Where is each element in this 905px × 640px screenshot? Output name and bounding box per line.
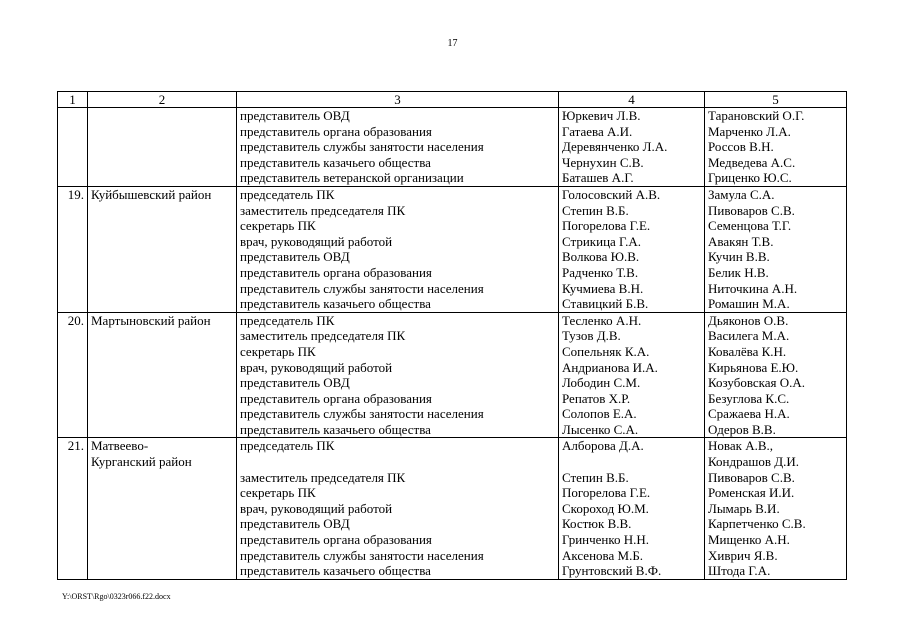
column-header: 4 <box>559 92 705 108</box>
column-header: 1 <box>58 92 88 108</box>
commission-role <box>237 454 559 470</box>
row-number <box>58 516 88 532</box>
table-row <box>58 438 847 454</box>
district-name <box>88 360 237 376</box>
table-row <box>58 249 847 265</box>
row-number <box>58 139 88 155</box>
reserve-member-name: Василега М.А. <box>705 328 847 344</box>
table-row <box>58 375 847 391</box>
table-row <box>58 360 847 376</box>
table-row <box>58 470 847 486</box>
commission-role: заместитель председателя ПК <box>237 203 559 219</box>
table-row <box>58 548 847 564</box>
district-name <box>88 485 237 501</box>
row-number <box>58 170 88 186</box>
district-name <box>88 375 237 391</box>
district-name <box>88 124 237 140</box>
district-name: Мартыновский район <box>88 312 237 328</box>
district-name <box>88 108 237 124</box>
member-name: Репатов Х.Р. <box>559 391 705 407</box>
district-name <box>88 203 237 219</box>
table-row <box>58 563 847 579</box>
member-name: Погорелова Г.Е. <box>559 218 705 234</box>
member-name <box>559 454 705 470</box>
district-name <box>88 265 237 281</box>
row-number <box>58 328 88 344</box>
member-name: Андрианова И.А. <box>559 360 705 376</box>
table-row <box>58 391 847 407</box>
member-name: Голосовский А.В. <box>559 186 705 202</box>
commission-role: представитель органа образования <box>237 265 559 281</box>
member-name: Баташев А.Г. <box>559 170 705 186</box>
reserve-member-name: Одеров В.В. <box>705 422 847 438</box>
reserve-member-name: Медведева А.С. <box>705 155 847 171</box>
member-name: Алборова Д.А. <box>559 438 705 454</box>
district-name: Куйбышевский район <box>88 186 237 202</box>
row-number <box>58 265 88 281</box>
table-row <box>58 344 847 360</box>
member-name: Аксенова М.Б. <box>559 548 705 564</box>
reserve-member-name: Гриценко Ю.С. <box>705 170 847 186</box>
reserve-member-name: Безуглова К.С. <box>705 391 847 407</box>
reserve-member-name: Ковалёва К.Н. <box>705 344 847 360</box>
reserve-member-name: Авакян Т.В. <box>705 234 847 250</box>
table-row <box>58 485 847 501</box>
row-number <box>58 532 88 548</box>
reserve-member-name: Замула С.А. <box>705 186 847 202</box>
row-number: 21. <box>58 438 88 454</box>
commission-role: представитель службы занятости населения <box>237 139 559 155</box>
commission-role: представитель казачьего общества <box>237 296 559 312</box>
district-name <box>88 501 237 517</box>
member-name: Тесленко А.Н. <box>559 312 705 328</box>
row-number <box>58 406 88 422</box>
member-name: Лысенко С.А. <box>559 422 705 438</box>
table-row <box>58 532 847 548</box>
commission-role: представитель казачьего общества <box>237 563 559 579</box>
table-row <box>58 422 847 438</box>
member-name: Степин В.Б. <box>559 470 705 486</box>
reserve-member-name: Штода Г.А. <box>705 563 847 579</box>
member-name: Солопов Е.А. <box>559 406 705 422</box>
row-number <box>58 124 88 140</box>
district-name <box>88 470 237 486</box>
row-number <box>58 218 88 234</box>
commission-role: секретарь ПК <box>237 485 559 501</box>
reserve-member-name: Мищенко А.Н. <box>705 532 847 548</box>
reserve-member-name: Россов В.Н. <box>705 139 847 155</box>
district-name <box>88 548 237 564</box>
row-number <box>58 281 88 297</box>
row-number: 19. <box>58 186 88 202</box>
member-name: Скороход Ю.М. <box>559 501 705 517</box>
row-number <box>58 203 88 219</box>
district-name <box>88 532 237 548</box>
commission-role: секретарь ПК <box>237 344 559 360</box>
commission-role: врач, руководящий работой <box>237 234 559 250</box>
reserve-member-name: Козубовская О.А. <box>705 375 847 391</box>
district-name <box>88 281 237 297</box>
member-name: Погорелова Г.Е. <box>559 485 705 501</box>
row-number: 20. <box>58 312 88 328</box>
commission-table <box>57 91 847 580</box>
commission-role: представитель службы занятости населения <box>237 548 559 564</box>
member-name: Гатаева А.И. <box>559 124 705 140</box>
district-name <box>88 563 237 579</box>
commission-role: представитель ОВД <box>237 375 559 391</box>
commission-role: секретарь ПК <box>237 218 559 234</box>
district-name <box>88 249 237 265</box>
reserve-member-name: Карпетченко С.В. <box>705 516 847 532</box>
reserve-member-name: Кондрашов Д.И. <box>705 454 847 470</box>
member-name: Ставицкий Б.В. <box>559 296 705 312</box>
file-path-footer: Y:\ORST\Rgo\0323r066.f22.docx <box>62 592 171 601</box>
district-name <box>88 296 237 312</box>
table-row <box>58 170 847 186</box>
row-number <box>58 375 88 391</box>
table-row <box>58 218 847 234</box>
district-name <box>88 218 237 234</box>
member-name: Степин В.Б. <box>559 203 705 219</box>
district-name <box>88 406 237 422</box>
commission-role: председатель ПК <box>237 186 559 202</box>
reserve-member-name: Пивоваров С.В. <box>705 203 847 219</box>
row-number <box>58 344 88 360</box>
reserve-member-name: Марченко Л.А. <box>705 124 847 140</box>
row-number <box>58 470 88 486</box>
reserve-member-name: Роменская И.И. <box>705 485 847 501</box>
commission-role: председатель ПК <box>237 438 559 454</box>
table-row <box>58 203 847 219</box>
commission-role: заместитель председателя ПК <box>237 328 559 344</box>
commission-role: представитель органа образования <box>237 391 559 407</box>
commission-role: представитель органа образования <box>237 124 559 140</box>
district-name <box>88 422 237 438</box>
commission-role: представитель службы занятости населения <box>237 406 559 422</box>
page-number: 17 <box>447 38 458 49</box>
reserve-member-name: Тарановский О.Г. <box>705 108 847 124</box>
table-row <box>58 454 847 470</box>
member-name: Гринченко Н.Н. <box>559 532 705 548</box>
district-name <box>88 344 237 360</box>
member-name: Тузов Д.В. <box>559 328 705 344</box>
table-row <box>58 406 847 422</box>
table-header-row <box>58 92 847 108</box>
row-number <box>58 108 88 124</box>
reserve-member-name: Кучин В.В. <box>705 249 847 265</box>
commission-role: представитель органа образования <box>237 532 559 548</box>
district-name <box>88 155 237 171</box>
commission-role: заместитель председателя ПК <box>237 470 559 486</box>
district-name <box>88 139 237 155</box>
member-name: Кучмиева В.Н. <box>559 281 705 297</box>
district-name <box>88 170 237 186</box>
table-row <box>58 516 847 532</box>
row-number <box>58 563 88 579</box>
row-number <box>58 501 88 517</box>
row-number <box>58 548 88 564</box>
reserve-member-name: Новак А.В., <box>705 438 847 454</box>
table-row <box>58 124 847 140</box>
row-number <box>58 485 88 501</box>
table-row <box>58 234 847 250</box>
district-name <box>88 516 237 532</box>
commission-role: представитель казачьего общества <box>237 422 559 438</box>
table-row <box>58 108 847 124</box>
table-row <box>58 328 847 344</box>
column-header: 5 <box>705 92 847 108</box>
row-number <box>58 296 88 312</box>
table-row <box>58 155 847 171</box>
row-number <box>58 391 88 407</box>
reserve-member-name: Хиврич Я.В. <box>705 548 847 564</box>
commission-role: представитель службы занятости населения <box>237 281 559 297</box>
column-header: 3 <box>237 92 559 108</box>
commission-role: представитель казачьего общества <box>237 155 559 171</box>
member-name: Радченко Т.В. <box>559 265 705 281</box>
commission-role: врач, руководящий работой <box>237 360 559 376</box>
member-name: Грунтовский В.Ф. <box>559 563 705 579</box>
member-name: Чернухин С.В. <box>559 155 705 171</box>
district-name: Курганский район <box>88 454 237 470</box>
district-name <box>88 391 237 407</box>
member-name: Сопельняк К.А. <box>559 344 705 360</box>
row-number <box>58 360 88 376</box>
table-row <box>58 265 847 281</box>
commission-role: представитель ОВД <box>237 516 559 532</box>
commission-role: врач, руководящий работой <box>237 501 559 517</box>
row-number <box>58 234 88 250</box>
member-name: Лободин С.М. <box>559 375 705 391</box>
commission-role: представитель ОВД <box>237 108 559 124</box>
district-name: Матвеево- <box>88 438 237 454</box>
member-name: Юркевич Л.В. <box>559 108 705 124</box>
reserve-member-name: Ромашин М.А. <box>705 296 847 312</box>
table-row <box>58 186 847 202</box>
reserve-member-name: Белик Н.В. <box>705 265 847 281</box>
table-row <box>58 312 847 328</box>
table-row <box>58 501 847 517</box>
row-number <box>58 155 88 171</box>
table-row <box>58 139 847 155</box>
reserve-member-name: Ниточкина А.Н. <box>705 281 847 297</box>
district-name <box>88 234 237 250</box>
commission-role: председатель ПК <box>237 312 559 328</box>
table-body <box>58 108 847 580</box>
reserve-member-name: Пивоваров С.В. <box>705 470 847 486</box>
commission-role: представитель ОВД <box>237 249 559 265</box>
member-name: Стрикица Г.А. <box>559 234 705 250</box>
commission-role: представитель ветеранской организации <box>237 170 559 186</box>
row-number <box>58 454 88 470</box>
table-row <box>58 281 847 297</box>
reserve-member-name: Дьяконов О.В. <box>705 312 847 328</box>
member-name: Деревянченко Л.А. <box>559 139 705 155</box>
reserve-member-name: Кирьянова Е.Ю. <box>705 360 847 376</box>
column-header: 2 <box>88 92 237 108</box>
member-name: Костюк В.В. <box>559 516 705 532</box>
reserve-member-name: Семенцова Т.Г. <box>705 218 847 234</box>
row-number <box>58 422 88 438</box>
reserve-member-name: Лымарь В.И. <box>705 501 847 517</box>
row-number <box>58 249 88 265</box>
member-name: Волкова Ю.В. <box>559 249 705 265</box>
district-name <box>88 328 237 344</box>
reserve-member-name: Сражаева Н.А. <box>705 406 847 422</box>
table-row <box>58 296 847 312</box>
